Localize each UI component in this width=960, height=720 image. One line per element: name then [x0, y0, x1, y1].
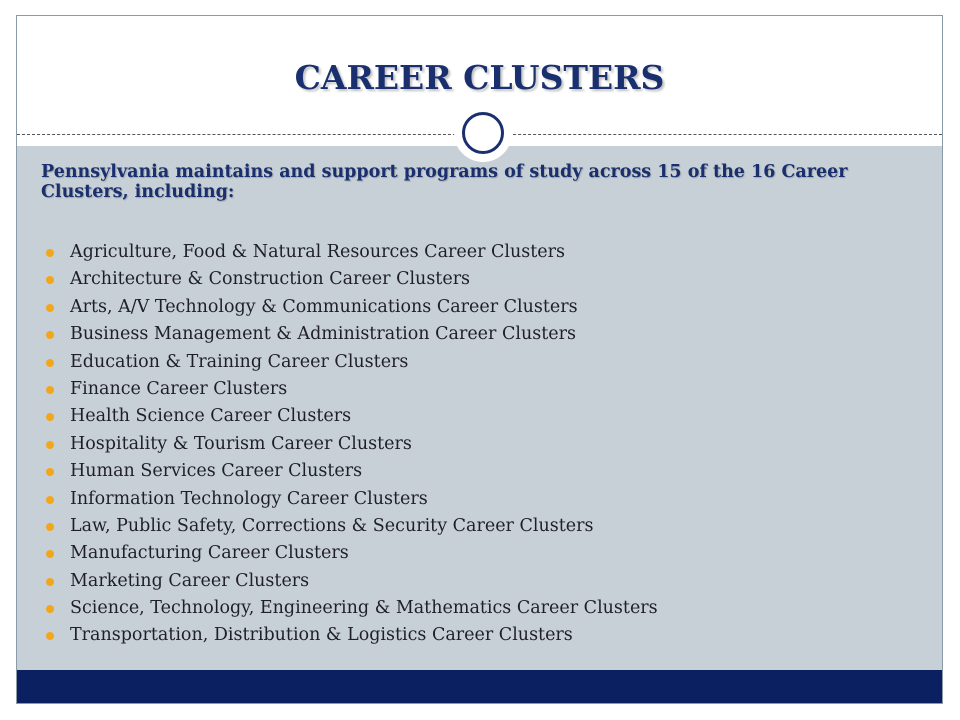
list-item-label: Hospitality & Tourism Career Clusters — [70, 433, 412, 454]
list-item — [46, 349, 658, 376]
bullet-icon — [46, 441, 54, 449]
slide — [16, 15, 943, 704]
list-item-label: Science, Technology, Engineering & Mathematics Career Clusters — [70, 598, 658, 619]
bullet-icon — [46, 605, 54, 613]
list-item — [46, 266, 658, 293]
list-item — [46, 431, 658, 458]
bullet-icon — [46, 578, 54, 586]
bullet-icon — [46, 276, 54, 284]
list-item — [46, 403, 658, 430]
list-item-label: Health Science Career Clusters — [70, 406, 352, 427]
bullet-icon — [46, 386, 54, 394]
list-item — [46, 622, 658, 649]
bullet-icon — [46, 468, 54, 476]
list-item — [46, 294, 658, 321]
list-item-label: Human Services Career Clusters — [70, 461, 363, 482]
list-item-label: Information Technology Career Clusters — [70, 488, 428, 509]
list-item-label: Agriculture, Food & Natural Resources Career Clusters — [70, 242, 565, 262]
bullet-icon — [46, 496, 54, 504]
list-item — [46, 239, 658, 266]
bullet-icon — [46, 304, 54, 312]
list-item — [46, 376, 658, 403]
list-item — [46, 486, 658, 513]
bullet-icon — [46, 523, 54, 531]
cluster-list — [46, 239, 658, 650]
list-item-label: Education & Training Career Clusters — [70, 351, 409, 372]
list-item-label: Marketing Career Clusters — [70, 570, 310, 591]
list-item — [46, 321, 658, 348]
intro-text: Pennsylvania maintains and support programs of study across 15 of the 16 Career Clusters, including: — [41, 162, 848, 202]
list-item-label: Arts, A/V Technology & Communications Career Clusters — [70, 296, 578, 317]
bullet-icon — [46, 550, 54, 558]
list-item-label: Finance Career Clusters — [70, 378, 288, 399]
bullet-icon — [46, 249, 54, 257]
list-item-label: Architecture & Construction Career Clusters — [70, 269, 471, 290]
list-item — [46, 540, 658, 567]
list-item — [46, 458, 658, 485]
bullet-icon — [46, 359, 54, 367]
list-item — [46, 513, 658, 540]
list-item-label: Transportation, Distribution & Logistics Career Clusters — [70, 625, 573, 646]
list-item-label: Law, Public Safety, Corrections & Security Career Clusters — [70, 515, 594, 536]
list-item — [46, 568, 658, 595]
circle-ornament-icon — [454, 104, 512, 162]
bullet-icon — [46, 413, 54, 421]
slide-title: CAREER CLUSTERS — [294, 58, 665, 97]
list-item-label: Manufacturing Career Clusters — [70, 543, 349, 564]
ring-icon — [462, 112, 504, 154]
list-item-label: Business Management & Administration Career Clusters — [70, 324, 576, 345]
bullet-icon — [46, 632, 54, 640]
footer-bar — [17, 670, 942, 703]
list-item — [46, 595, 658, 622]
bullet-icon — [46, 331, 54, 339]
